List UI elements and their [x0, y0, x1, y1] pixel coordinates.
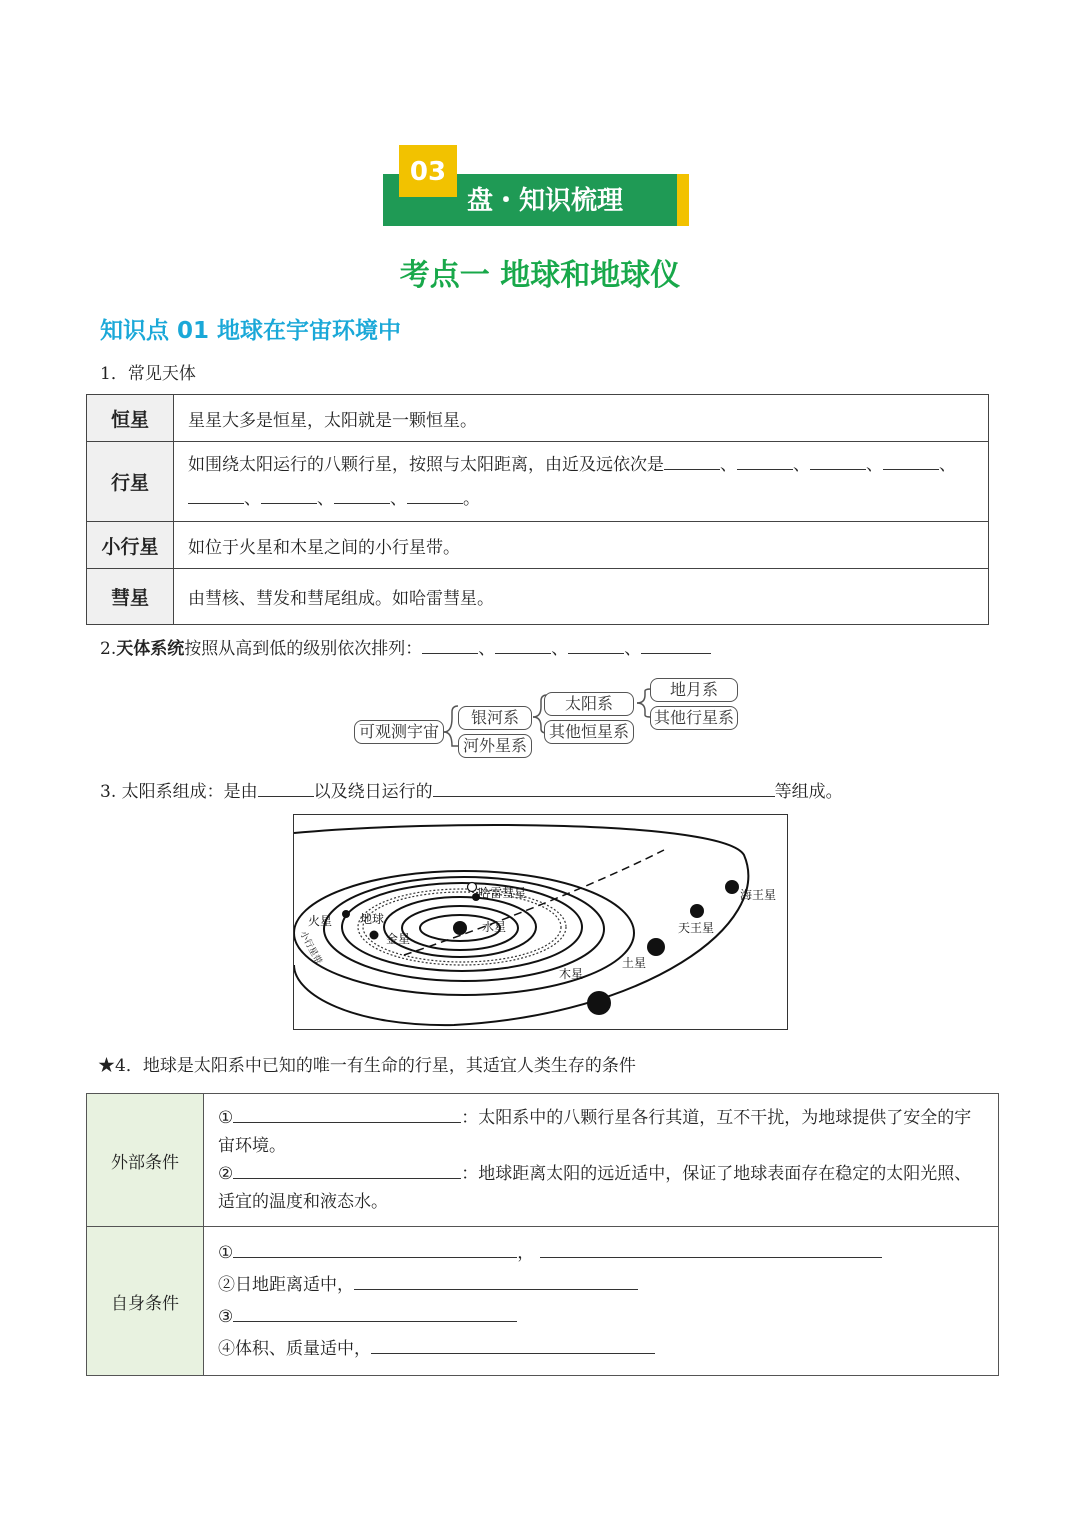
answer-blank[interactable] — [371, 1339, 655, 1354]
answer-blank[interactable] — [664, 455, 720, 470]
answer-blank[interactable] — [233, 1108, 461, 1123]
sep: 、 — [793, 454, 810, 475]
label-saturn: 土星 — [622, 956, 647, 970]
table-row — [87, 442, 989, 522]
node-other-stellar: 其他恒星系 — [544, 720, 634, 744]
section3-text-a: 3. 太阳系组成：是由 — [100, 782, 258, 802]
answer-blank[interactable] — [258, 782, 314, 797]
section3-line — [100, 777, 843, 802]
row-label: 彗星 — [87, 569, 174, 625]
answer-blank[interactable] — [883, 455, 939, 470]
sep: 、 — [866, 454, 883, 475]
answer-blank[interactable] — [233, 1164, 461, 1179]
living-conditions-table — [86, 1093, 999, 1376]
table-row — [87, 522, 989, 569]
sep: 、 — [551, 639, 569, 659]
sep: 、 — [478, 639, 496, 659]
badge-number: 03 — [399, 145, 457, 197]
row-content — [204, 1094, 999, 1227]
table-row — [87, 395, 989, 442]
sun — [453, 921, 467, 935]
node-extragalactic: 河外星系 — [458, 734, 532, 758]
table-row — [87, 569, 989, 625]
sep: 、 — [244, 488, 261, 509]
item-num: ② — [218, 1164, 234, 1184]
row-label: 恒星 — [87, 395, 174, 442]
section3-text-c: 等组成。 — [774, 782, 843, 802]
planets-prompt: 如围绕太阳运行的八颗行星，按照与太阳距离，由近及远依次是 — [188, 454, 664, 475]
answer-blank[interactable] — [407, 489, 463, 504]
internal-item2: ②日地距离适中， — [218, 1275, 354, 1295]
sep: ， — [517, 1243, 535, 1263]
external-item2: ：地球距离太阳的远近适中，保证了地球表面存在稳定的太阳光照、适宜的温度和液态水。 — [218, 1164, 972, 1212]
answer-blank[interactable] — [810, 455, 866, 470]
label-mercury: 水星 — [482, 920, 507, 934]
sep: 、 — [317, 488, 334, 509]
answer-blank[interactable] — [261, 489, 317, 504]
row-label: 自身条件 — [87, 1227, 204, 1376]
internal-item4: ④体积、质量适中， — [218, 1339, 371, 1359]
answer-blank[interactable] — [334, 489, 390, 504]
section2-line — [100, 634, 711, 659]
row-label: 行星 — [87, 442, 174, 522]
section4-heading: ★4．地球是太阳系中已知的唯一有生命的行星，其适宜人类生存的条件 — [98, 1056, 636, 1076]
row-content: 由彗核、彗发和彗尾组成。如哈雷彗星。 — [174, 569, 989, 625]
section3-text-b: 以及绕日运行的 — [313, 782, 433, 802]
solar-system-figure — [293, 814, 788, 1030]
row-label: 外部条件 — [87, 1094, 204, 1227]
row-content — [204, 1227, 999, 1376]
label-jupiter: 木星 — [559, 967, 584, 981]
section2-text: 按照从高到低的级别依次排列： — [184, 639, 423, 659]
table-row — [87, 1094, 999, 1227]
node-observable-universe: 可观测宇宙 — [354, 720, 444, 744]
table-row — [87, 1227, 999, 1376]
sep: 、 — [720, 454, 737, 475]
external-item1: ：太阳系中的八颗行星各行其道，互不干扰，为地球提供了安全的宇宙环境。 — [218, 1108, 972, 1156]
row-content: 星星大多是恒星，太阳就是一颗恒星。 — [174, 395, 989, 442]
answer-blank[interactable] — [641, 639, 711, 654]
label-uranus: 天王星 — [678, 921, 715, 935]
label-venus: 金星 — [386, 932, 411, 946]
celestial-bodies-table — [86, 394, 989, 625]
answer-blank[interactable] — [495, 639, 551, 654]
section-badge — [383, 145, 689, 229]
node-earth-moon: 地月系 — [650, 678, 738, 702]
answer-blank[interactable] — [568, 639, 624, 654]
label-asteroid-belt: 小行星带 — [297, 929, 324, 967]
node-milky-way: 银河系 — [458, 706, 532, 730]
row-label: 小行星 — [87, 522, 174, 569]
row-content: 如位于火星和木星之间的小行星带。 — [174, 522, 989, 569]
node-other-planetary: 其他行星系 — [650, 706, 738, 730]
topic-title: 考点一 地球和地球仪 — [399, 258, 681, 293]
item-num: ① — [218, 1108, 234, 1128]
badge-text: 盘・知识梳理 — [467, 186, 624, 216]
answer-blank[interactable] — [540, 1243, 882, 1258]
knowledge-point-title: 知识点 01 地球在宇宙环境中 — [100, 318, 402, 344]
section1-heading: 1．常见天体 — [100, 364, 196, 384]
section2-number: 2. — [100, 639, 117, 659]
sep: 、 — [939, 454, 956, 475]
answer-blank[interactable] — [233, 1243, 517, 1258]
answer-blank[interactable] — [737, 455, 793, 470]
row-content — [174, 442, 989, 522]
answer-blank[interactable] — [422, 639, 478, 654]
period: 。 — [463, 488, 480, 509]
label-mars: 火星 — [308, 914, 333, 928]
label-earth: 地球 — [360, 912, 385, 926]
section2-keyword: 天体系统 — [116, 639, 185, 659]
answer-blank[interactable] — [433, 782, 775, 797]
label-halley: 哈雷彗星 — [478, 886, 527, 900]
sep: 、 — [624, 639, 642, 659]
node-solar-system: 太阳系 — [544, 692, 634, 716]
item-num: ① — [218, 1243, 234, 1263]
item-num: ③ — [218, 1307, 234, 1327]
solar-system-drawing — [294, 815, 787, 1029]
label-neptune: 海王星 — [740, 888, 777, 902]
answer-blank[interactable] — [233, 1307, 517, 1322]
sep: 、 — [390, 488, 407, 509]
answer-blank[interactable] — [354, 1275, 638, 1290]
answer-blank[interactable] — [188, 489, 244, 504]
